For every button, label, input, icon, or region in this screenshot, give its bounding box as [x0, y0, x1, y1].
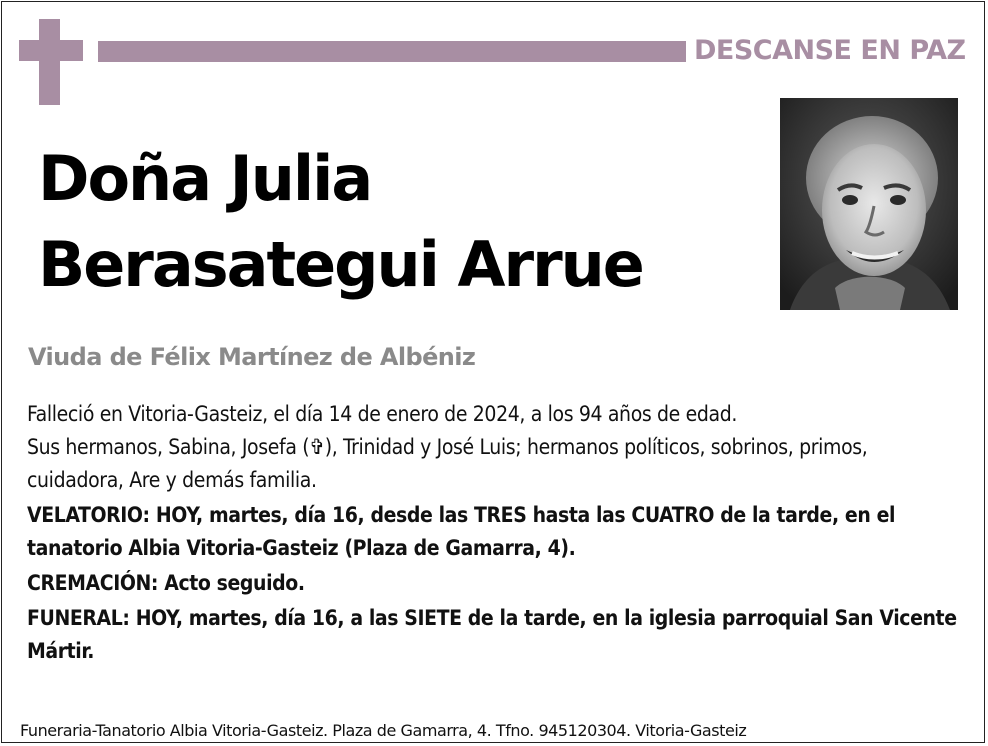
name-line-2: Berasategui Arrue — [38, 228, 643, 301]
header-rule — [98, 41, 686, 62]
widow-of-line: Viuda de Félix Martínez de Albéniz — [28, 343, 476, 371]
family-notice: Sus hermanos, Sabina, Josefa (✞), Trinidad y José Luis; hermanos políticos, sobrinos, primos, cuidadora, Are y demás familia. — [27, 435, 868, 492]
cremacion-notice: CREMACIÓN: Acto seguido. — [27, 571, 305, 595]
funeral-notice: FUNERAL: HOY, martes, día 16, a las SIETE de la tarde, en la iglesia parroquial San Vicente Mártir. — [27, 606, 957, 663]
latin-cross-icon — [19, 19, 83, 105]
tagline: DESCANSE EN PAZ — [694, 35, 966, 66]
name-line-1: Doña Julia — [38, 142, 372, 215]
deceased-name — [38, 136, 643, 308]
obituary-body — [27, 398, 957, 668]
funeral-home-footer: Funeraria-Tanatorio Albia Vitoria-Gasteiz. Plaza de Gamarra, 4. Tfno. 945120304. Vitoria-Gasteiz — [20, 721, 747, 740]
death-notice: Falleció en Vitoria-Gasteiz, el día 14 de enero de 2024, a los 94 años de edad. — [27, 402, 738, 426]
portrait-photo — [780, 98, 958, 310]
velatorio-notice: VELATORIO: HOY, martes, día 16, desde las TRES hasta las CUATRO de la tarde, en el tanatorio Albia Vitoria-Gasteiz (Plaza de Gamarra, 4). — [27, 503, 896, 560]
obituary-frame — [1, 1, 985, 743]
portrait-illustration — [780, 98, 958, 310]
